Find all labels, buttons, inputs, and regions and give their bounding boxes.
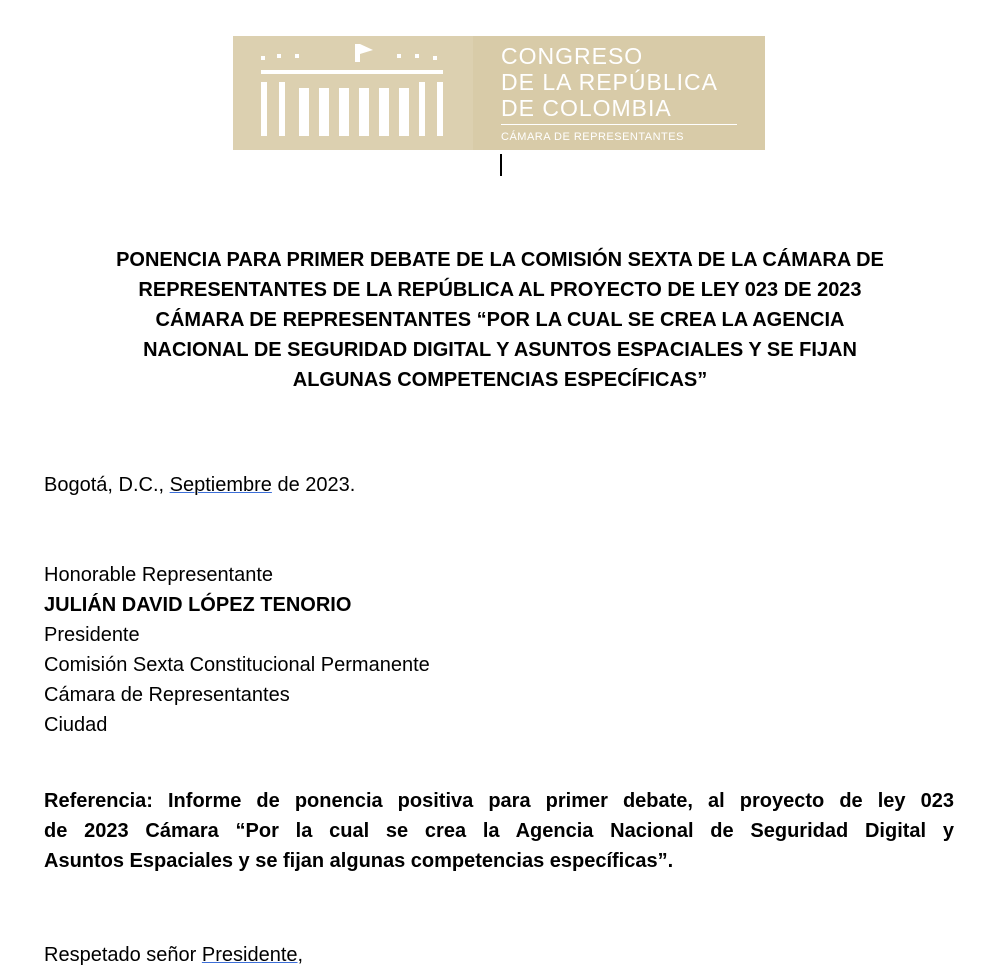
- date-suffix: de 2023.: [271, 474, 356, 496]
- logo-wordmark: [473, 36, 765, 150]
- logo-line-colombia: DE COLOMBIA: [501, 95, 672, 121]
- recipient-address: [44, 560, 430, 740]
- date-prefix: Bogotá, D.C.,: [44, 474, 170, 496]
- capitol-emblem-icon: [233, 36, 471, 150]
- date-month: Septiembre: [169, 474, 272, 496]
- reference-line: Referencia: Informe de ponencia positiva para primer debate, al proyecto de ley 023: [44, 790, 954, 812]
- logo-line-congreso: CONGRESO: [501, 43, 644, 69]
- title-line: REPRESENTANTES DE LA REPÚBLICA AL PROYECTO DE LEY 023 DE 2023: [138, 279, 862, 301]
- recipient-chamber: Cámara de Representantes: [44, 684, 290, 706]
- title-line: PONENCIA PARA PRIMER DEBATE DE LA COMISIÓN SEXTA DE LA CÁMARA DE: [116, 249, 884, 271]
- title-line: CÁMARA DE REPRESENTANTES “POR LA CUAL SE CREA LA AGENCIA: [155, 309, 845, 331]
- document-date: [44, 470, 355, 500]
- title-line: ALGUNAS COMPETENCIAS ESPECÍFICAS”: [292, 369, 708, 391]
- congress-logo: [233, 36, 765, 150]
- text-cursor: [500, 154, 502, 176]
- salutation-prefix: Respetado señor: [44, 944, 202, 966]
- salutation: [44, 940, 303, 970]
- reference-paragraph: [44, 786, 954, 876]
- recipient-commission: Comisión Sexta Constitucional Permanente: [44, 654, 430, 676]
- salutation-suffix: ,: [297, 944, 304, 966]
- address-salutation: Honorable Representante: [44, 564, 274, 586]
- salutation-title: Presidente: [201, 944, 298, 966]
- logo-line-republica: DE LA REPÚBLICA: [501, 69, 718, 95]
- reference-line: de 2023 Cámara “Por la cual se crea la Agencia Nacional de Seguridad Digital y: [44, 820, 954, 842]
- recipient-title: Presidente: [44, 624, 140, 646]
- title-line: NACIONAL DE SEGURIDAD DIGITAL Y ASUNTOS ESPACIALES Y SE FIJAN: [143, 339, 857, 361]
- logo-divider: [501, 124, 737, 125]
- reference-line: Asuntos Espaciales y se fijan algunas competencias específicas”.: [44, 850, 674, 872]
- document-title: [40, 245, 960, 395]
- logo-line-camara: CÁMARA DE REPRESENTANTES: [501, 131, 684, 143]
- recipient-city: Ciudad: [44, 714, 108, 736]
- recipient-name: JULIÁN DAVID LÓPEZ TENORIO: [44, 594, 352, 616]
